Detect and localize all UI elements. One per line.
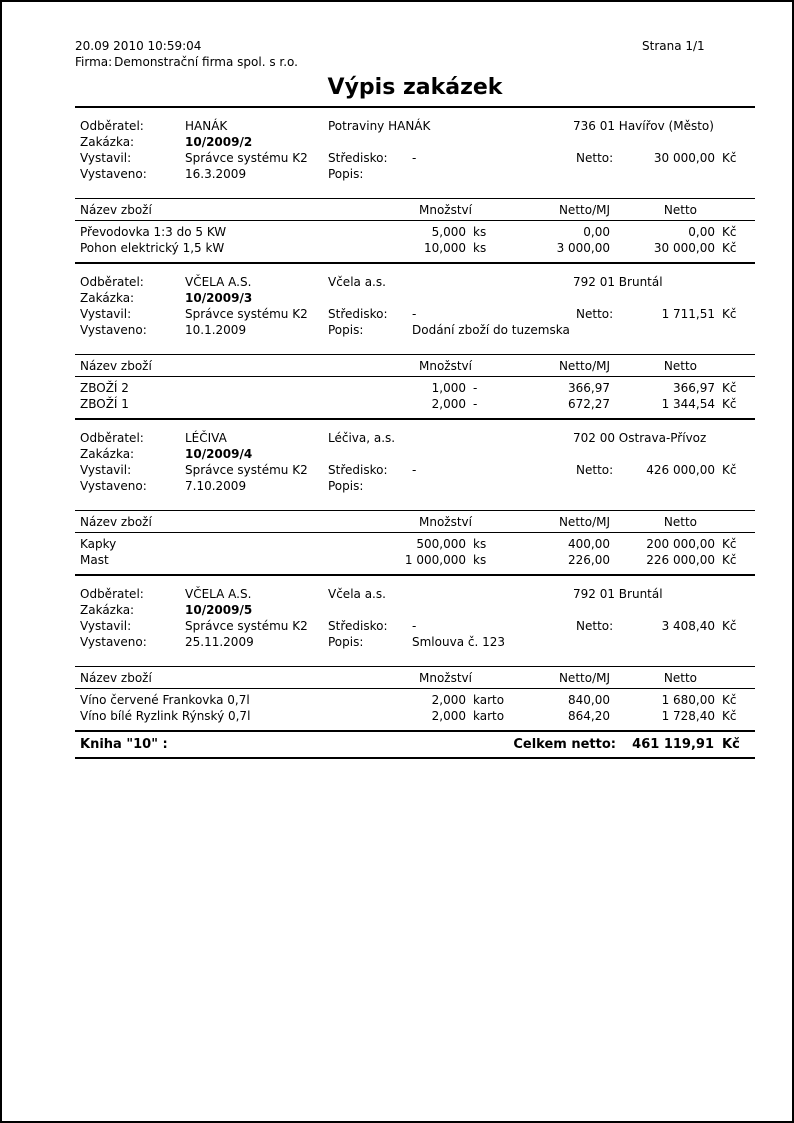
item-unit: karto [473,709,505,723]
currency-label: Kč [722,151,737,165]
vystaveno-row [75,634,755,650]
item-qty: 2,000 [431,693,466,707]
popis-label: Popis: [328,167,364,181]
item-netto-mj: 0,00 [583,225,610,239]
odberatel-label: Odběratel: [80,431,144,445]
items-table [75,510,755,576]
col-header-netto: Netto [663,515,697,529]
item-name: Víno bílé Ryzlink Rýnský 0,7l [80,709,251,723]
items-table [75,198,755,264]
odberatel-value: HANÁK [185,119,228,133]
currency-label: Kč [722,619,737,633]
page-number: Strana 1/1 [642,39,705,53]
item-qty: 1,000 [431,381,466,395]
table-rule-bottom [75,418,755,420]
zakazka-label: Zakázka: [80,291,135,305]
celkem-netto-value: 461 119,91 [632,737,714,752]
item-netto-mj: 840,00 [568,693,610,707]
item-netto: 1 344,54 [661,397,715,411]
currency-label: Kč [722,381,737,395]
order-block [75,586,755,732]
col-header-qty: Množství [419,203,472,217]
order-block [75,430,755,576]
item-row [75,224,755,240]
col-header-netto: Netto [663,359,697,373]
item-netto: 200 000,00 [646,537,715,551]
customer-address: 736 01 Havířov (Město) [573,119,714,133]
zakazka-value: 10/2009/2 [185,135,253,149]
odberatel-value: VČELA A.S. [185,275,252,289]
vystavil-value: Správce systému K2 [185,463,308,477]
vystavil-label: Vystavil: [80,151,132,165]
firma-label: Firma: [75,55,113,69]
stredisko-label: Středisko: [328,151,388,165]
item-netto-mj: 400,00 [568,537,610,551]
currency-label: Kč [722,709,737,723]
item-unit: ks [473,225,487,239]
vystavil-value: Správce systému K2 [185,619,308,633]
item-netto: 1 728,40 [661,709,715,723]
item-netto-mj: 864,20 [568,709,610,723]
vystaveno-row [75,322,755,338]
stredisko-label: Středisko: [328,619,388,633]
currency-label: Kč [722,225,737,239]
col-header-netto-mj: Netto/MJ [558,671,610,685]
vystavil-row [75,150,755,166]
item-netto-mj: 672,27 [568,397,610,411]
kniha-label: Kniha "10" : [80,737,168,752]
stredisko-label: Středisko: [328,463,388,477]
vystavil-value: Správce systému K2 [185,151,308,165]
order-block [75,274,755,420]
item-netto: 30 000,00 [653,241,715,255]
vystaveno-value: 10.1.2009 [185,323,247,337]
item-unit: - [473,397,478,411]
item-qty: 2,000 [431,709,466,723]
currency-label: Kč [722,693,737,707]
item-qty: 10,000 [424,241,466,255]
item-row [75,536,755,552]
zakazka-label: Zakázka: [80,135,135,149]
vystaveno-row [75,478,755,494]
item-unit: ks [473,537,487,551]
col-header-netto: Netto [663,671,697,685]
summary-rule-bottom [75,757,755,759]
odberatel-label: Odběratel: [80,275,144,289]
currency-label: Kč [722,737,740,752]
report-header [75,38,755,54]
item-row [75,396,755,412]
company-name: Léčiva, a.s. [328,431,396,445]
item-netto: 226 000,00 [646,553,715,567]
item-name: Pohon elektrický 1,5 kW [80,241,225,255]
popis-value: Smlouva č. 123 [412,635,505,649]
currency-label: Kč [722,307,737,321]
item-row [75,240,755,256]
netto-label: Netto: [576,463,614,477]
col-header-name: Název zboží [80,515,152,529]
netto-value: 1 711,51 [661,307,715,321]
currency-label: Kč [722,537,737,551]
stredisko-value: - [412,619,417,633]
item-name: Převodovka 1:3 do 5 KW [80,225,227,239]
odberatel-row [75,118,755,134]
vystaveno-label: Vystaveno: [80,323,147,337]
item-qty: 5,000 [431,225,466,239]
stredisko-label: Středisko: [328,307,388,321]
item-netto-mj: 366,97 [568,381,610,395]
report-title: Výpis zakázek [327,75,503,100]
odberatel-value: LÉČIVA [185,431,227,445]
currency-label: Kč [722,397,737,411]
currency-label: Kč [722,463,737,477]
vystaveno-label: Vystaveno: [80,167,147,181]
vystavil-value: Správce systému K2 [185,307,308,321]
currency-label: Kč [722,553,737,567]
vystaveno-label: Vystaveno: [80,635,147,649]
table-header-row [75,511,755,532]
col-header-netto-mj: Netto/MJ [558,359,610,373]
col-header-qty: Množství [419,515,472,529]
stredisko-value: - [412,151,417,165]
zakazka-row [75,602,755,618]
table-rule-bottom [75,574,755,576]
col-header-qty: Množství [419,671,472,685]
col-header-netto-mj: Netto/MJ [558,203,610,217]
odberatel-label: Odběratel: [80,587,144,601]
stredisko-value: - [412,463,417,477]
vystavil-label: Vystavil: [80,463,132,477]
netto-label: Netto: [576,619,614,633]
col-header-name: Název zboží [80,359,152,373]
item-name: Mast [80,553,109,567]
item-netto-mj: 226,00 [568,553,610,567]
table-header-row [75,667,755,688]
col-header-name: Název zboží [80,203,152,217]
vystavil-row [75,306,755,322]
customer-address: 792 01 Bruntál [573,275,663,289]
zakazka-label: Zakázka: [80,603,135,617]
title-rule [75,106,755,108]
item-unit: ks [473,241,487,255]
item-name: ZBOŽÍ 2 [80,381,129,395]
company-name: Včela a.s. [328,587,386,601]
table-header-row [75,355,755,376]
celkem-netto-label: Celkem netto: [513,737,616,752]
item-name: ZBOŽÍ 1 [80,397,129,411]
vystaveno-label: Vystaveno: [80,479,147,493]
zakazka-value: 10/2009/5 [185,603,253,617]
netto-label: Netto: [576,307,614,321]
item-row [75,692,755,708]
table-header-row [75,199,755,220]
col-header-netto-mj: Netto/MJ [558,515,610,529]
popis-label: Popis: [328,479,364,493]
item-qty: 500,000 [416,537,466,551]
zakazka-row [75,446,755,462]
item-netto: 0,00 [688,225,715,239]
item-netto: 1 680,00 [661,693,715,707]
item-unit: ks [473,553,487,567]
vystavil-row [75,618,755,634]
zakazka-row [75,134,755,150]
netto-value: 3 408,40 [661,619,715,633]
vystaveno-value: 16.3.2009 [185,167,247,181]
odberatel-label: Odběratel: [80,119,144,133]
item-qty: 2,000 [431,397,466,411]
item-row [75,552,755,568]
stredisko-value: - [412,307,417,321]
firma-row [75,54,755,70]
odberatel-row [75,274,755,290]
item-row [75,380,755,396]
company-name: Potraviny HANÁK [328,119,431,133]
item-name: Víno červené Frankovka 0,7l [80,693,250,707]
item-qty: 1 000,000 [404,553,466,567]
col-header-qty: Množství [419,359,472,373]
vystavil-row [75,462,755,478]
table-rule-bottom [75,262,755,264]
vystaveno-value: 25.11.2009 [185,635,254,649]
popis-label: Popis: [328,323,364,337]
item-unit: karto [473,693,505,707]
report-datetime: 20.09 2010 10:59:04 [75,39,202,53]
vystaveno-value: 7.10.2009 [185,479,247,493]
col-header-name: Název zboží [80,671,152,685]
zakazka-row [75,290,755,306]
zakazka-value: 10/2009/3 [185,291,253,305]
item-netto: 366,97 [673,381,715,395]
vystavil-label: Vystavil: [80,619,132,633]
popis-value: Dodání zboží do tuzemska [412,323,570,337]
zakazka-label: Zakázka: [80,447,135,461]
customer-address: 792 01 Bruntál [573,587,663,601]
item-row [75,708,755,724]
odberatel-row [75,586,755,602]
order-block [75,118,755,264]
item-netto-mj: 3 000,00 [556,241,610,255]
col-header-netto: Netto [663,203,697,217]
netto-label: Netto: [576,151,614,165]
vystavil-label: Vystavil: [80,307,132,321]
netto-value: 426 000,00 [646,463,715,477]
items-table [75,666,755,732]
netto-value: 30 000,00 [653,151,715,165]
item-name: Kapky [80,537,117,551]
items-table [75,354,755,420]
company-name: Včela a.s. [328,275,386,289]
odberatel-value: VČELA A.S. [185,587,252,601]
firma-value: Demonstrační firma spol. s r.o. [114,55,298,69]
currency-label: Kč [722,241,737,255]
customer-address: 702 00 Ostrava-Přívoz [573,431,707,445]
odberatel-row [75,430,755,446]
popis-label: Popis: [328,635,364,649]
item-unit: - [473,381,478,395]
vystaveno-row [75,166,755,182]
summary-row [75,732,755,757]
zakazka-value: 10/2009/4 [185,447,253,461]
